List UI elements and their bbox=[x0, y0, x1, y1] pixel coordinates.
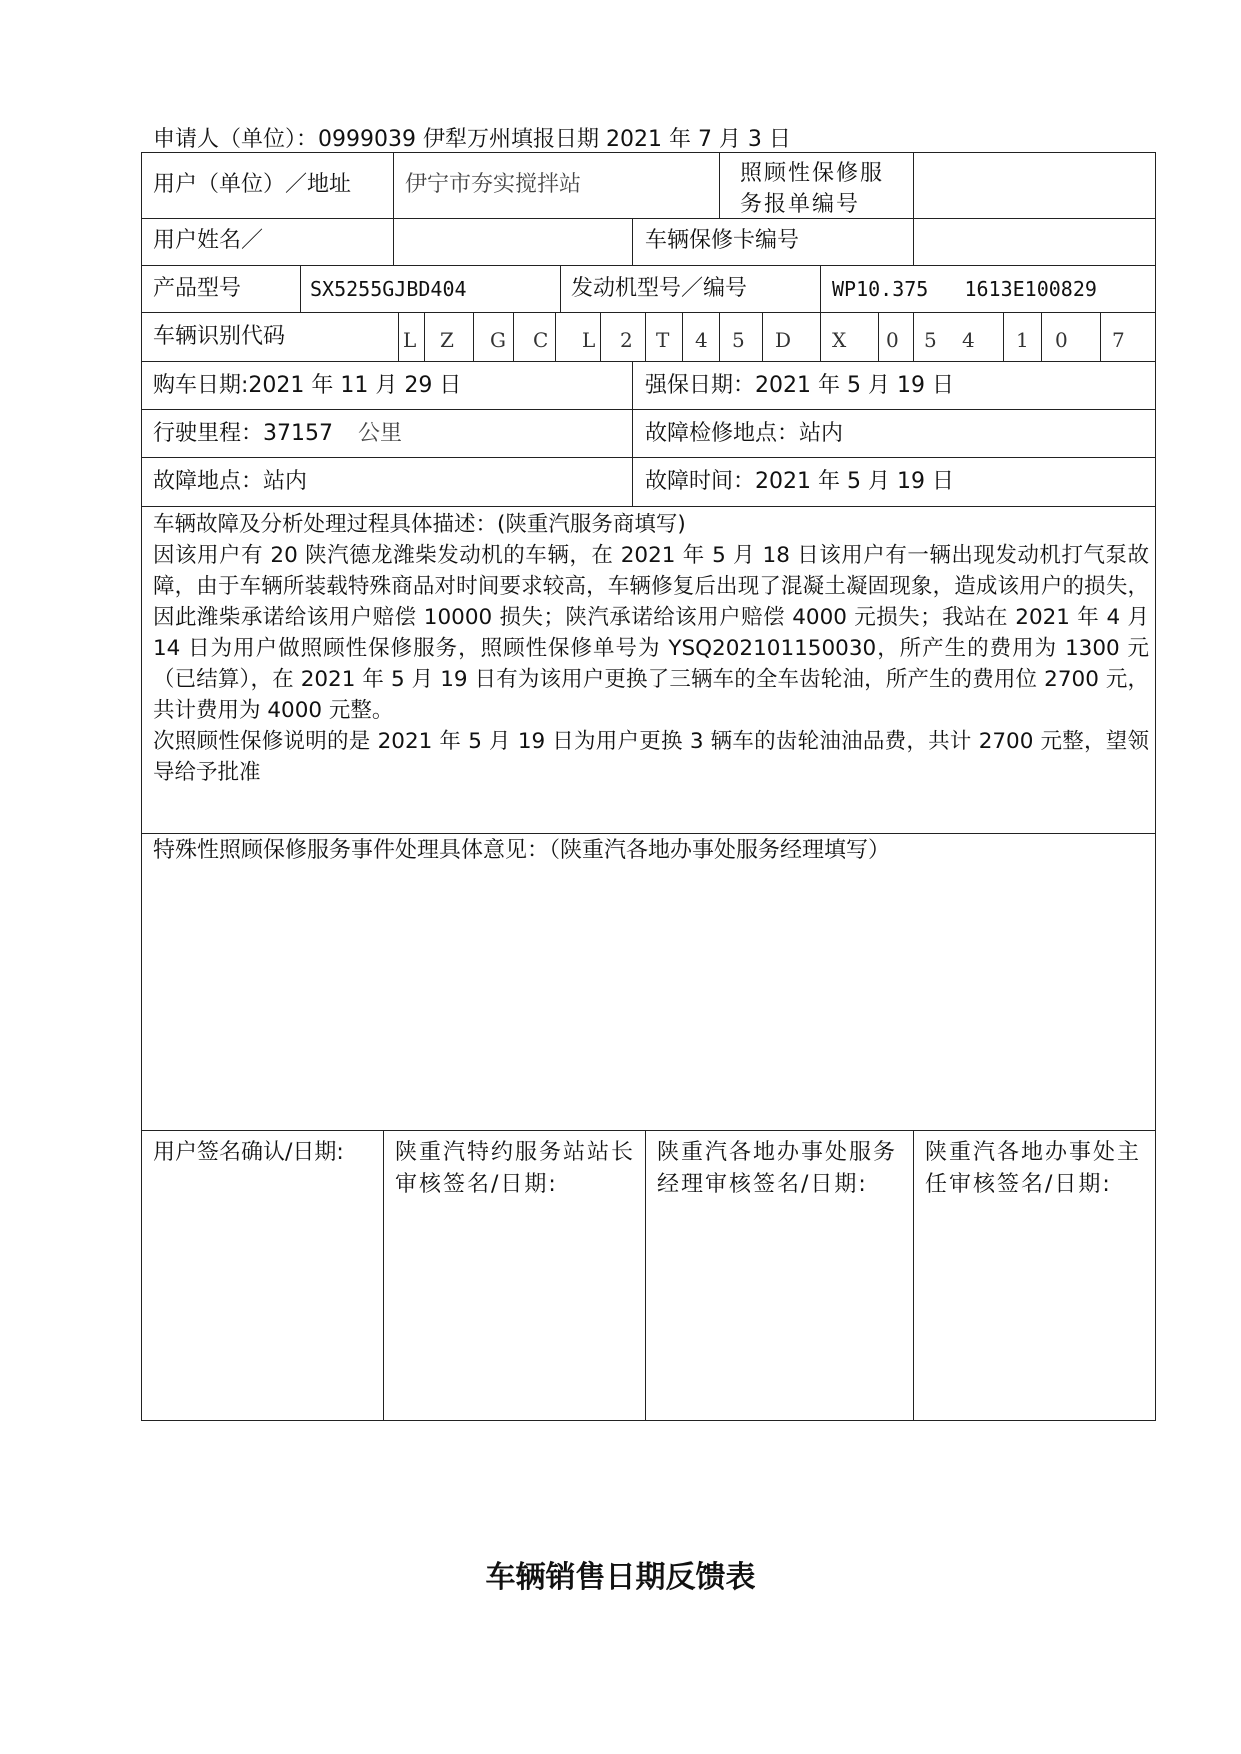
col-divider bbox=[1041, 312, 1042, 361]
row-divider bbox=[141, 506, 1156, 507]
vin-char: 0 bbox=[1055, 328, 1068, 352]
description-paragraph: 次照顾性保修说明的是 2021 年 5 月 19 日为用户更换 3 辆车的齿轮油油品费，共计 2700 元整，望领导给予批准 bbox=[153, 729, 1149, 785]
vin-char: 7 bbox=[1112, 328, 1125, 352]
user-name-label: 用户姓名／ bbox=[153, 228, 264, 253]
col-divider bbox=[300, 265, 301, 312]
col-divider bbox=[600, 312, 601, 361]
vin-char: X bbox=[832, 328, 847, 352]
footer-title: 车辆销售日期反馈表 bbox=[485, 1560, 756, 1595]
col-divider bbox=[393, 152, 394, 265]
engine-model-value: WP10.375 1613E100829 bbox=[832, 277, 1097, 301]
warranty-card-number-label: 车辆保修卡编号 bbox=[645, 228, 800, 253]
repair-location: 故障检修地点：站内 bbox=[645, 421, 844, 446]
col-divider bbox=[913, 312, 914, 361]
office-director-signature-label: 陕重汽各地办事处主任审核签名/日期: bbox=[925, 1140, 1142, 1197]
station-manager-signature-label: 陕重汽特约服务站站长审核签名/日期: bbox=[395, 1140, 636, 1197]
col-divider bbox=[1003, 312, 1004, 361]
description-section bbox=[153, 509, 1149, 788]
engine-model-label: 发动机型号／编号 bbox=[571, 276, 748, 301]
col-divider bbox=[1100, 312, 1101, 361]
col-divider bbox=[878, 312, 879, 361]
product-model-label: 产品型号 bbox=[153, 276, 242, 301]
col-divider bbox=[820, 312, 821, 361]
description-heading: 车辆故障及分析处理过程具体描述：(陕重汽服务商填写) bbox=[153, 512, 686, 537]
service-manager-signature-label: 陕重汽各地办事处服务经理审核签名/日期: bbox=[657, 1140, 898, 1197]
vin-char: 5 bbox=[732, 328, 745, 352]
user-signature-label: 用户签名确认/日期: bbox=[153, 1140, 344, 1165]
row-divider bbox=[141, 361, 1156, 362]
warranty-report-number-label: 照顾性保修服务报单编号 bbox=[740, 161, 885, 217]
description-paragraph: 因该用户有 20 陕汽德龙潍柴发动机的车辆，在 2021 年 5 月 18 日该用户有一辆出现发动机打气泵故障，由于车辆所装载特殊商品对时间要求较高，车辆修复后出现了混凝土凝固现象，造成该用户的损失，因此潍柴承诺给该用户赔偿 10000 损失；陕汽承诺给该用户赔偿 4000 元损失；我站在 2021 年 4 月 14 日为用户做照顾性保修服务，照顾性保修单号为 YSQ202101150030，所产生的费用为 1300 元（已结算），在 2021 年 5 月 19 日有为该用户更换了三辆车的全车齿轮油，所产生的费用位 2700 元，共计费用为 4000 元整。 bbox=[153, 543, 1149, 723]
mileage bbox=[153, 423, 402, 445]
col-divider bbox=[398, 312, 399, 361]
col-divider bbox=[645, 1130, 646, 1421]
mileage-unit: 公里 bbox=[358, 421, 403, 446]
vin-char: G bbox=[490, 328, 506, 352]
opinion-heading: 特殊性照顾保修服务事件处理具体意见：（陕重汽各地办事处服务经理填写） bbox=[153, 838, 891, 863]
vin-char: 0 bbox=[886, 328, 899, 352]
col-divider bbox=[424, 312, 425, 361]
vin-char: 1 bbox=[1016, 328, 1029, 352]
vin-label: 车辆识别代码 bbox=[153, 324, 286, 349]
col-divider bbox=[762, 312, 763, 361]
row-divider bbox=[141, 218, 1156, 219]
vin-char: T bbox=[656, 328, 670, 352]
applicant-line: 申请人（单位）：0999039 伊犁万州填报日期 2021 年 7 月 3 日 bbox=[153, 127, 791, 152]
col-divider bbox=[560, 265, 561, 312]
col-divider bbox=[645, 312, 646, 361]
col-divider bbox=[719, 312, 720, 361]
col-divider bbox=[473, 312, 474, 361]
fault-time: 故障时间：2021 年 5 月 19 日 bbox=[645, 469, 954, 494]
row-divider bbox=[141, 265, 1156, 266]
vin-char: C bbox=[533, 328, 549, 352]
vin-char: L bbox=[582, 328, 596, 352]
col-divider bbox=[913, 1130, 914, 1421]
col-divider bbox=[383, 1130, 384, 1421]
user-address-label: 用户（单位）／地址 bbox=[153, 172, 352, 197]
vin-char: 2 bbox=[620, 328, 633, 352]
product-model-value: SX5255GJBD404 bbox=[310, 277, 467, 301]
col-divider bbox=[632, 218, 633, 265]
user-address-value: 伊宁市夯实搅拌站 bbox=[405, 172, 582, 197]
col-divider bbox=[913, 152, 914, 265]
col-divider bbox=[555, 312, 556, 361]
vin-char: 4 bbox=[962, 328, 975, 352]
fault-location: 故障地点：站内 bbox=[153, 469, 308, 494]
row-divider bbox=[141, 457, 1156, 458]
row-divider bbox=[141, 1130, 1156, 1131]
col-divider bbox=[632, 361, 633, 506]
vin-char: L bbox=[403, 328, 417, 352]
row-divider bbox=[141, 833, 1156, 834]
col-divider bbox=[820, 265, 821, 312]
mileage-value: 行驶里程：37157 bbox=[153, 421, 333, 446]
purchase-date: 购车日期:2021 年 11 月 29 日 bbox=[153, 373, 462, 398]
col-divider bbox=[682, 312, 683, 361]
vin-char: 5 bbox=[924, 328, 937, 352]
vin-char: 4 bbox=[695, 328, 708, 352]
col-divider bbox=[513, 312, 514, 361]
row-divider bbox=[141, 409, 1156, 410]
col-divider bbox=[719, 152, 720, 218]
mandatory-maintenance-date: 强保日期：2021 年 5 月 19 日 bbox=[645, 373, 954, 398]
vin-char: D bbox=[775, 328, 792, 352]
vin-char: Z bbox=[440, 328, 454, 352]
